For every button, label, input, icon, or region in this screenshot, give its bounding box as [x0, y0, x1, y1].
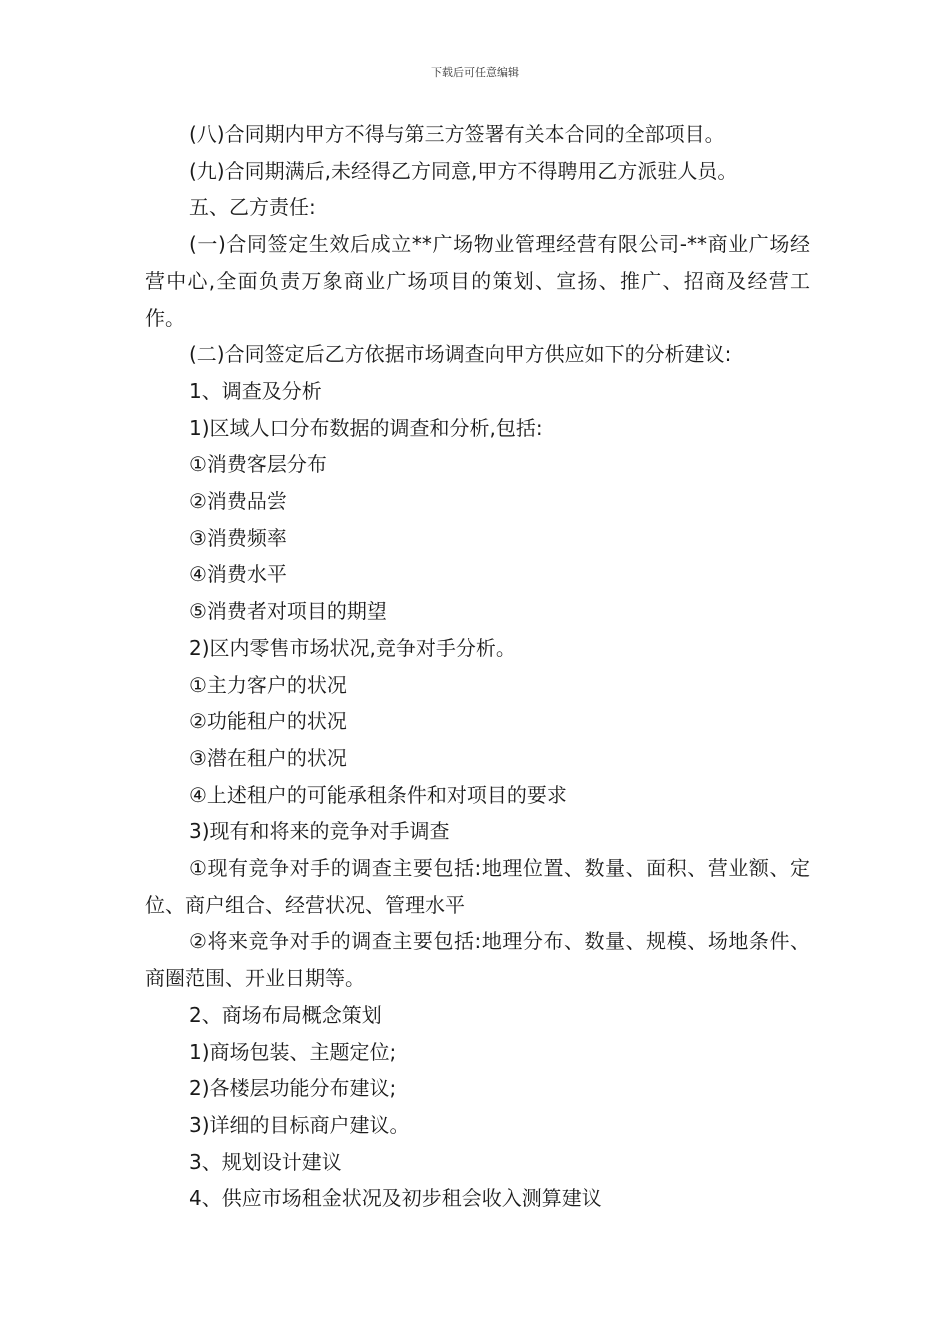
list-item: ①消费客层分布 [189, 452, 327, 477]
paragraph: (二)合同签定后乙方依据市场调查向甲方供应如下的分析建议: [189, 342, 732, 367]
list-item: ②消费品尝 [189, 489, 287, 514]
subsection-heading: 3、规划设计建议 [189, 1149, 342, 1174]
page-header: 下载后可任意编辑 [431, 66, 519, 79]
list-item: 3)现有和将来的竞争对手调查 [189, 819, 450, 844]
list-item: ②功能租户的状况 [189, 709, 347, 734]
subsection-heading: 1、调查及分析 [189, 378, 322, 403]
list-item: ②将来竞争对手的调查主要包括:地理分布、数量、规模、场地条件、商圈范围、开业日期等。 [145, 929, 810, 991]
list-item: ①主力客户的状况 [189, 672, 347, 697]
list-item: 1)商场包装、主题定位; [189, 1039, 397, 1064]
list-item: ③消费频率 [189, 525, 287, 550]
section-heading: 五、乙方责任: [189, 195, 316, 220]
list-item: ①现有竞争对手的调查主要包括:地理位置、数量、面积、营业额、定位、商户组合、经营状况、管理水平 [145, 856, 810, 917]
list-item: 3)详细的目标商户建议。 [189, 1112, 410, 1137]
list-item: ④消费水平 [189, 562, 287, 587]
paragraph: (一)合同签定生效后成立**广场物业管理经营有限公司-**商业广场经营中心,全面负责万象商业广场项目的策划、宣扬、推广、招商及经营工作。 [145, 232, 810, 330]
document-body [145, 116, 810, 1217]
paragraph: (九)合同期满后,未经得乙方同意,甲方不得聘用乙方派驻人员。 [189, 158, 738, 183]
paragraph: (八)合同期内甲方不得与第三方签署有关本合同的全部项目。 [189, 122, 725, 146]
list-item: ⑤消费者对项目的期望 [189, 599, 387, 624]
list-item: ④上述租户的可能承租条件和对项目的要求 [189, 782, 567, 807]
list-item: 1)区域人口分布数据的调查和分析,包括: [189, 415, 543, 440]
subsection-heading: 2、商场布局概念策划 [189, 1002, 382, 1027]
list-item: 2)区内零售市场状况,竞争对手分析。 [189, 635, 516, 660]
subsection-heading: 4、供应市场租金状况及初步租会收入测算建议 [189, 1186, 602, 1211]
list-item: 2)各楼层功能分布建议; [189, 1076, 397, 1101]
list-item: ③潜在租户的状况 [189, 745, 347, 770]
